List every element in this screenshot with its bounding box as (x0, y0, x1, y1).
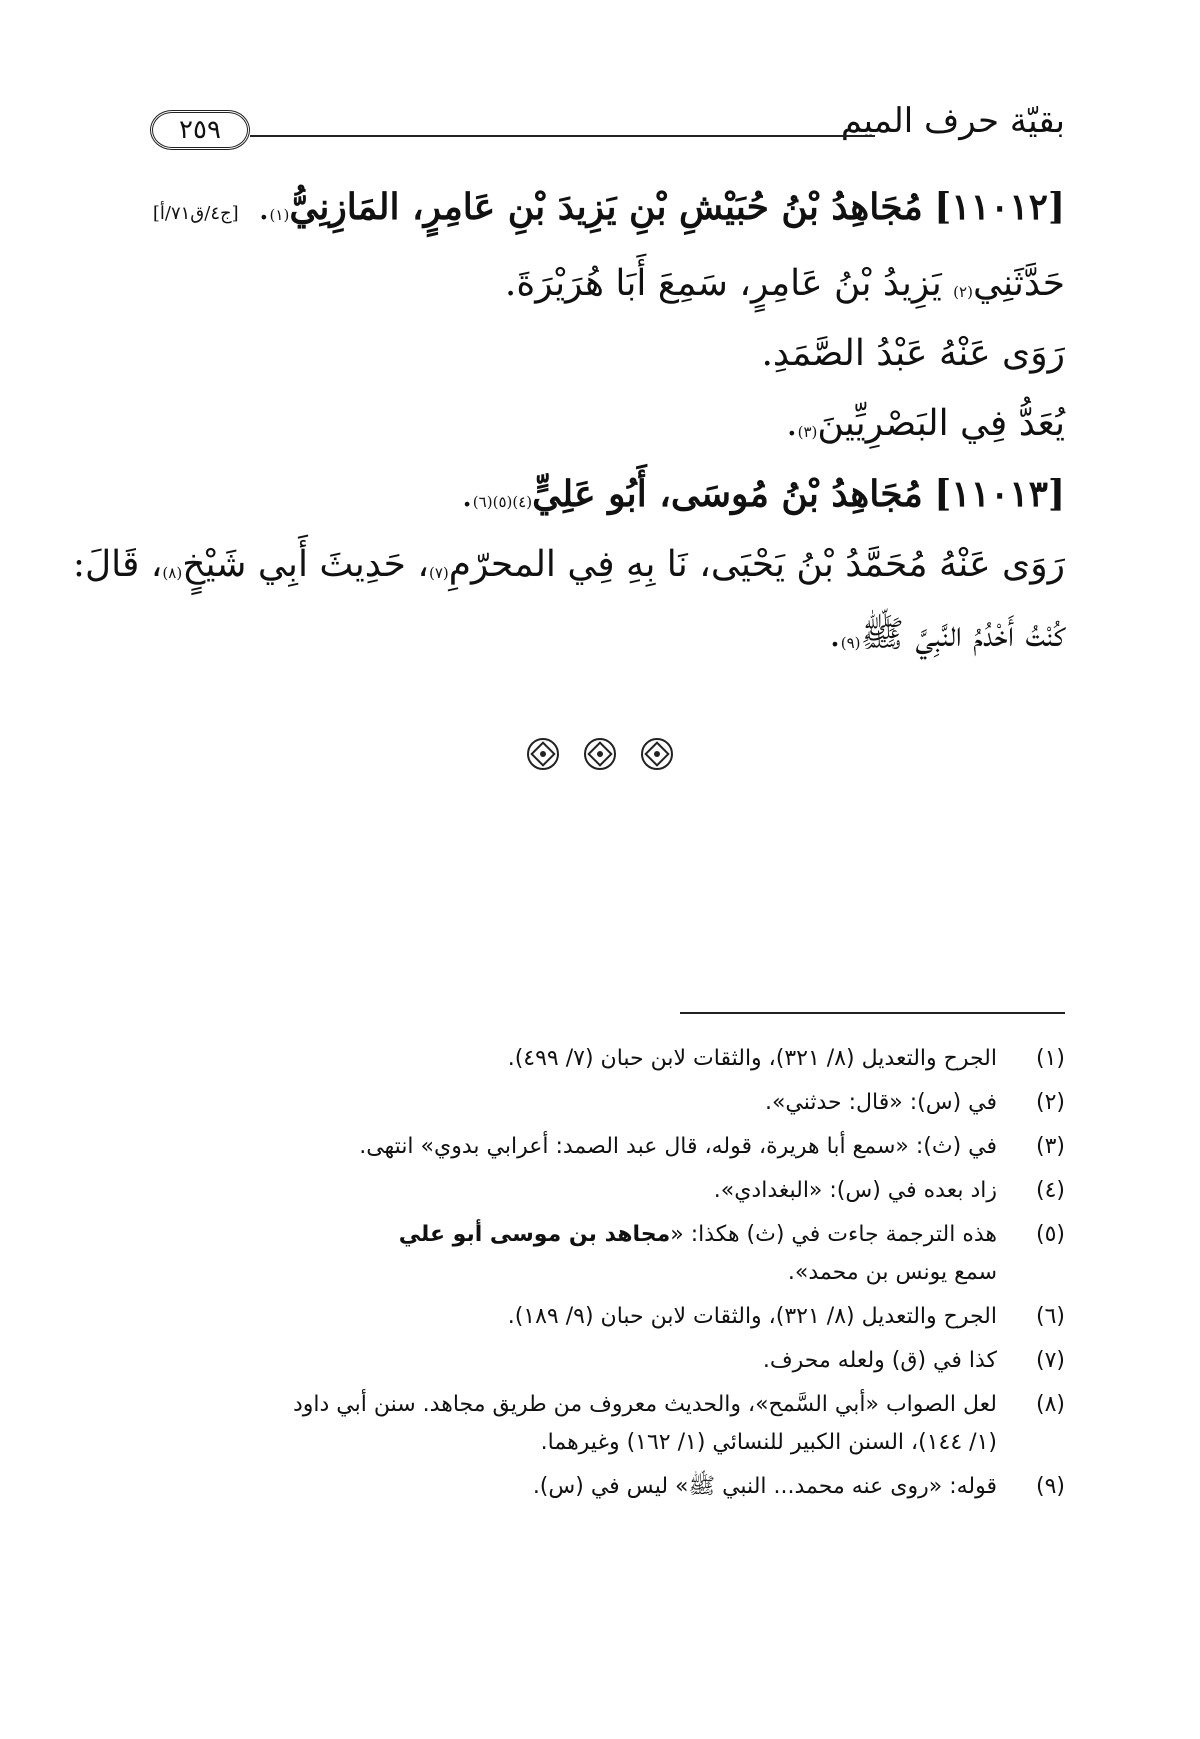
footnote (150, 1040, 1065, 1078)
running-title: بقيّة حرف الميم (840, 101, 1065, 141)
footnote-ref: (٩) (840, 634, 861, 652)
ornament-icon (641, 738, 673, 770)
footnote-ref: (٧) (428, 564, 449, 582)
main-text (72, 172, 1065, 670)
text-segment: . (786, 403, 798, 444)
footnote-text: كذا في (ق) ولعله محرف. (762, 1348, 997, 1373)
footnote-number: (٢) (1035, 1090, 1065, 1115)
folio-reference: [ج٤/ق٧١/أ] (152, 203, 239, 224)
footnote-number: (٨) (1035, 1392, 1065, 1417)
text-segment: ، حَدِيثَ أَبِي شَيْخٍ (182, 544, 429, 585)
text-segment: . (829, 614, 841, 655)
footnote-rule (680, 1012, 1065, 1014)
footnote-number: (٩) (1035, 1474, 1065, 1499)
footnote-text: الجرح والتعديل (٨/ ٣٢١)، والثقات لابن حبان (٧/ ٤٩٩). (507, 1046, 997, 1071)
footnote (150, 1342, 1065, 1380)
footnote (150, 1468, 1065, 1506)
footnote-ref: (٤)(٥)(٦) (472, 493, 533, 511)
footnote (150, 1128, 1065, 1166)
footnote-text: في (س): «قال: حدثني». (764, 1090, 997, 1115)
text-segment: يُعَدُّ فِي البَصْرِيِّينَ (817, 403, 1065, 444)
footnote-text: زاد بعده في (س): «البغدادي». (713, 1178, 997, 1203)
text-segment: يَزِيدُ بْنُ عَامِرٍ، سَمِعَ أَبَا هُرَيْرَةَ. (504, 263, 954, 304)
entry-heading (150, 172, 1065, 249)
entry-line (150, 389, 1065, 459)
text-segment: كُنْتُ أَخْدُمُ النَّبِيَّ ﷺ (860, 614, 1065, 655)
text-segment: حَدَّثَنِي (972, 263, 1065, 304)
footnote-number: (٧) (1035, 1348, 1065, 1373)
text-segment: ، قَالَ: (72, 544, 163, 585)
footnote (150, 1216, 1065, 1292)
footnote-number: (٥) (1035, 1222, 1065, 1247)
entry-line (72, 530, 1065, 600)
entry-line (150, 319, 1065, 389)
footnotes (150, 1040, 1065, 1512)
punctuation: . (461, 474, 473, 515)
footnote-number: (٤) (1035, 1178, 1065, 1203)
footnote (150, 1172, 1065, 1210)
entry-number: [١١٠١٣] (934, 473, 1065, 515)
footnote-number: (٦) (1035, 1304, 1065, 1329)
ornament-icon (527, 738, 559, 770)
entry-line (150, 249, 1065, 319)
entry-heading (150, 459, 1065, 530)
footnote-number: (٣) (1035, 1134, 1065, 1159)
footnote-ref: (٢) (953, 283, 973, 301)
footnote (150, 1298, 1065, 1336)
entry-name: مُجَاهِدُ بْنُ مُوسَى، أَبُو عَلِيٍّ (532, 473, 923, 515)
footnote-ref: (٨) (162, 564, 183, 582)
ornament-icon (584, 738, 616, 770)
text-segment: رَوَى عَنْهُ مُحَمَّدُ بْنُ يَحْيَى، نَا بِهِ فِي المحرّمِ (448, 544, 1065, 585)
section-divider (0, 738, 1200, 774)
footnote (150, 1386, 1065, 1462)
text-segment: رَوَى عَنْهُ عَبْدُ الصَّمَدِ. (761, 333, 1065, 374)
footnote-text: سمع يونس بن محمد». (787, 1260, 997, 1285)
entry-line (150, 600, 1065, 670)
footnote-ref: (٣) (797, 423, 818, 441)
footnote-text: (١/ ١٤٤)، السنن الكبير للنسائي (١/ ١٦٢) وغيرهما. (540, 1430, 997, 1455)
page-header (150, 95, 1065, 155)
footnote-text: في (ث): «سمع أبا هريرة، قوله، قال عبد الصمد: أعرابي بدوي» انتهى. (359, 1134, 997, 1159)
footnote-text: قوله: «روى عنه محمد... النبي ﷺ» ليس في (س). (532, 1474, 997, 1499)
entry-name: مُجَاهِدُ بْنُ حُبَيْشِ بْنِ يَزِيدَ بْنِ عَامِرٍ، المَازِنِيُّ (289, 186, 923, 228)
footnote-text: لعل الصواب «أبي السَّمح»، والحديث معروف من طريق مجاهد. سنن أبي داود (292, 1392, 997, 1417)
punctuation: . (258, 187, 270, 228)
header-rule (250, 135, 875, 137)
footnote-ref: (١) (269, 206, 290, 224)
footnote (150, 1084, 1065, 1122)
footnote-text: هذه الترجمة جاءت في (ث) هكذا: « (670, 1222, 997, 1247)
page-number-badge: ٢٥٩ (150, 110, 250, 150)
entry-number: [١١٠١٢] (934, 186, 1065, 228)
footnote-bold-text: مجاهد بن موسى أبو علي (398, 1222, 671, 1247)
footnote-text: الجرح والتعديل (٨/ ٣٢١)، والثقات لابن حبان (٩/ ١٨٩). (507, 1304, 997, 1329)
footnote-number: (١) (1035, 1046, 1065, 1071)
